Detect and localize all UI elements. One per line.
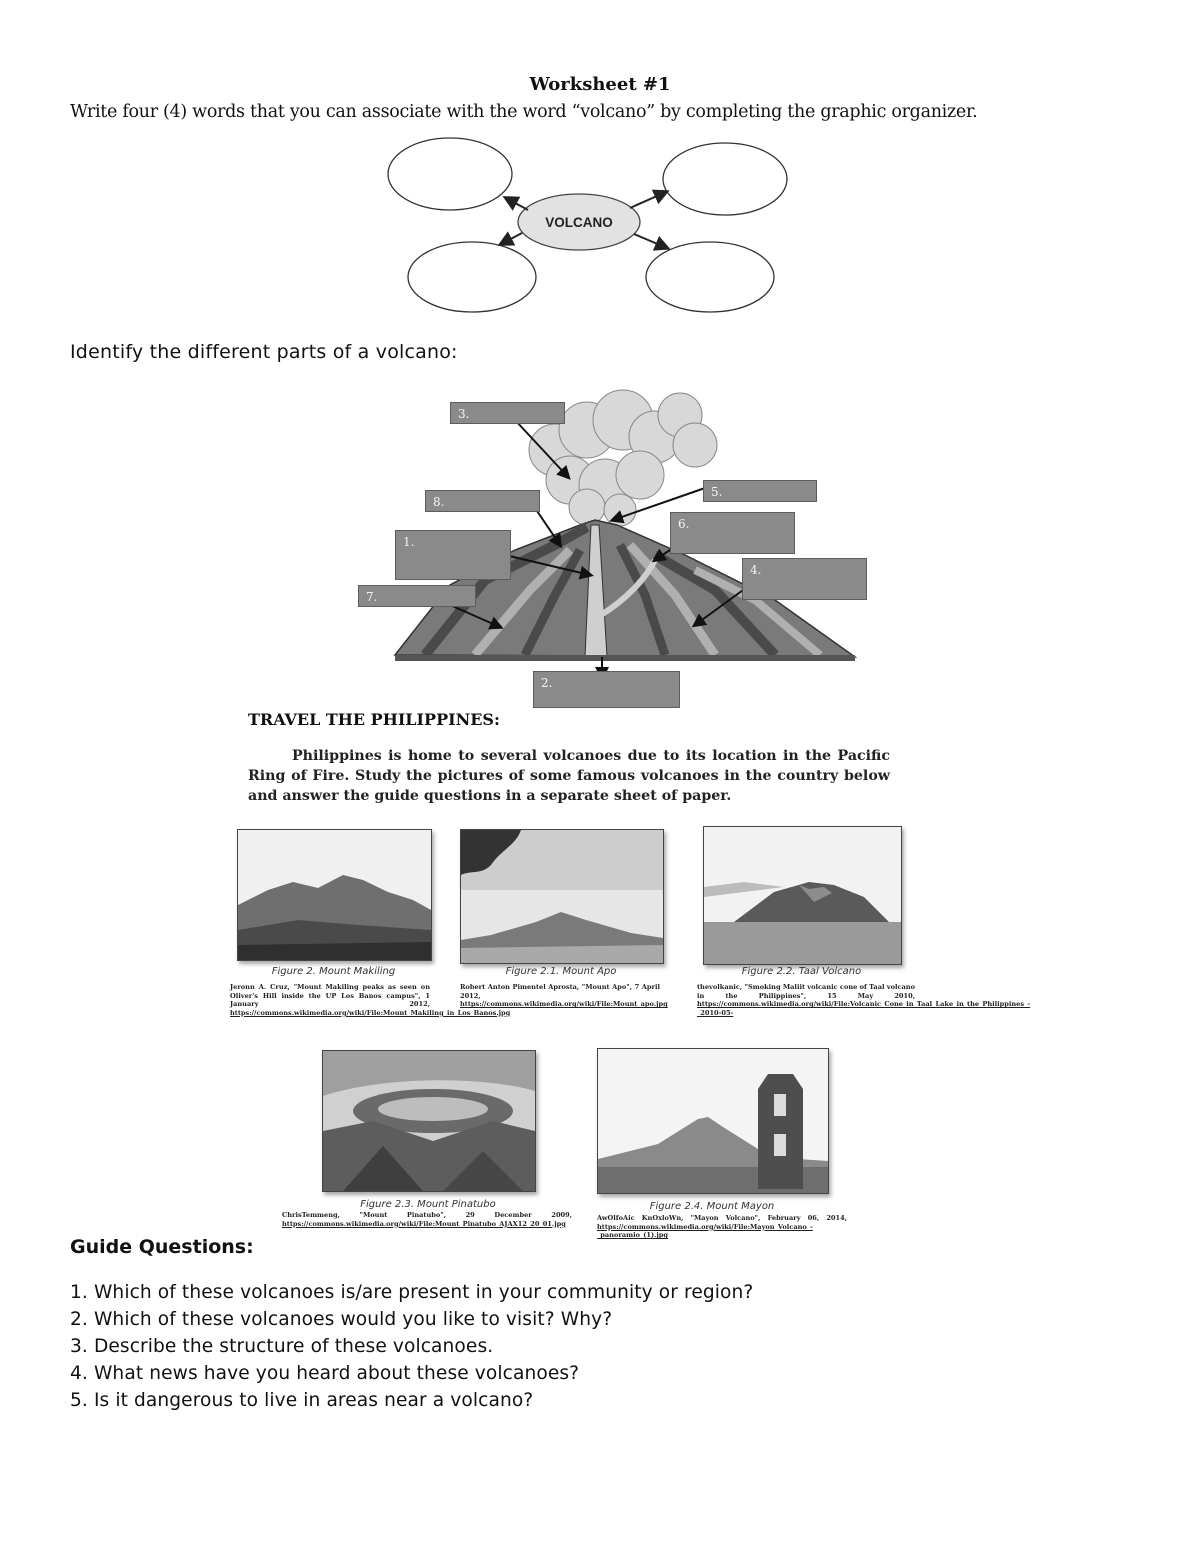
part-label-box-5[interactable]: 5. — [703, 480, 817, 502]
figure-caption-apo: Figure 2.1. Mount Apo — [505, 966, 617, 977]
answer-bubble-bottom-left — [408, 242, 536, 312]
figure-caption-taal: Figure 2.2. Taal Volcano — [741, 966, 862, 977]
figure-credit-apo — [460, 983, 668, 1023]
photo-taal-volcano — [703, 826, 902, 965]
travel-heading: TRAVEL THE PHILIPPINES: — [248, 710, 500, 729]
figure-credit-pinatubo — [282, 1211, 572, 1241]
figure-credit-text-taal: thevolkanic, "Smoking Maliit volcanic cone of Taal volcano in the Philippines", 15 May 2010, — [697, 983, 915, 1000]
guide-questions-list — [70, 1279, 753, 1414]
guide-question: 4. What news have you heard about these volcanoes? — [70, 1363, 580, 1384]
guide-question: 5. Is it dangerous to live in areas near a volcano? — [70, 1390, 534, 1411]
organizer-instruction: Write four (4) words that you can associate with the word “volcano” by completing the graphic organizer. — [70, 102, 978, 122]
parts-prompt: Identify the different parts of a volcano: — [70, 341, 458, 363]
figure-link-mayon[interactable]: https://commons.wikimedia.org/wiki/File:Mayon_Volcano_-_panoramio_(1).jpg — [597, 1222, 813, 1240]
figure-link-makiling[interactable]: https://commons.wikimedia.org/wiki/File:Mount_Makiling_in_Los_Banos.jpg — [230, 1008, 511, 1017]
arrow-bottom-left — [501, 233, 522, 244]
worksheet-title: Worksheet #1 — [529, 74, 671, 95]
photo-mount-pinatubo — [322, 1050, 536, 1192]
part-label-box-3[interactable]: 3. — [450, 402, 565, 424]
part-label-box-8[interactable]: 8. — [425, 490, 540, 512]
figure-caption-mayon: Figure 2.4. Mount Mayon — [649, 1201, 775, 1212]
figure-caption-pinatubo: Figure 2.3. Mount Pinatubo — [360, 1199, 496, 1210]
figure-credit-taal — [697, 983, 1031, 1023]
volcano-center-label: VOLCANO — [545, 215, 613, 230]
part-label-box-2[interactable]: 2. — [533, 671, 680, 708]
figure-link-apo[interactable]: https://commons.wikimedia.org/wiki/File:Mount_apo.jpg — [460, 1000, 668, 1009]
answer-bubble-top-left — [388, 138, 512, 210]
arrow-bottom-right — [634, 234, 667, 248]
part-label-box-6[interactable]: 6. — [670, 512, 795, 554]
figure-link-pinatubo[interactable]: https://commons.wikimedia.org/wiki/File:Mount_Pinatubo_AJAX12_20_01.jpg — [282, 1219, 566, 1228]
graphic-organizer — [380, 130, 800, 320]
guide-questions-heading: Guide Questions: — [70, 1236, 254, 1258]
answer-bubble-bottom-right — [646, 242, 774, 312]
guide-question: 1. Which of these volcanoes is/are present in your community or region? — [70, 1282, 754, 1303]
photo-mount-apo — [460, 829, 664, 964]
figure-link-taal[interactable]: https://commons.wikimedia.org/wiki/File:Volcanic_Cone_in_Taal_Lake_in_the_Philippines_-_2010-05- — [697, 1000, 1031, 1017]
guide-question: 2. Which of these volcanoes would you like to visit? Why? — [70, 1309, 613, 1330]
arrow-top-right — [630, 192, 666, 208]
guide-question: 3. Describe the structure of these volcanoes. — [70, 1336, 494, 1357]
figure-credit-text-mayon: AwOlfoAic KnOxloWn, "Mayon Volcano", February 06, 2014, — [597, 1214, 847, 1222]
figure-caption-makiling: Figure 2. Mount Makiling — [271, 966, 396, 977]
figure-credit-text-pinatubo: ChrisTemmeng, "Mount Pinatubo", 29 December 2009, — [282, 1211, 572, 1219]
figure-credit-text-apo: Robert Anton Pimentel Aprosta, "Mount Apo", 7 April 2012, — [460, 983, 660, 1000]
part-label-box-4[interactable]: 4. — [742, 558, 867, 600]
figure-credit-makiling — [230, 983, 511, 1031]
answer-bubble-top-right — [663, 143, 787, 215]
part-label-box-7[interactable]: 7. — [358, 585, 476, 607]
figure-credit-text-makiling: Jeronn A. Cruz, "Mount Makiling peaks as seen on Oliver's Hill inside the UP Los Banos campus", 1 January 2012, — [230, 983, 430, 1009]
photo-mount-makiling — [237, 829, 432, 961]
travel-paragraph: Philippines is home to several volcanoes due to its location in the Pacific Ring of Fire. Study the pictures of some famous volcanoes in the country below and answer the guide questions in a separate sheet of paper. — [248, 748, 890, 804]
photo-mount-mayon — [597, 1048, 829, 1194]
figure-credit-mayon — [597, 1214, 847, 1244]
arrow-top-left — [506, 198, 528, 210]
part-label-box-1[interactable]: 1. — [395, 530, 511, 580]
